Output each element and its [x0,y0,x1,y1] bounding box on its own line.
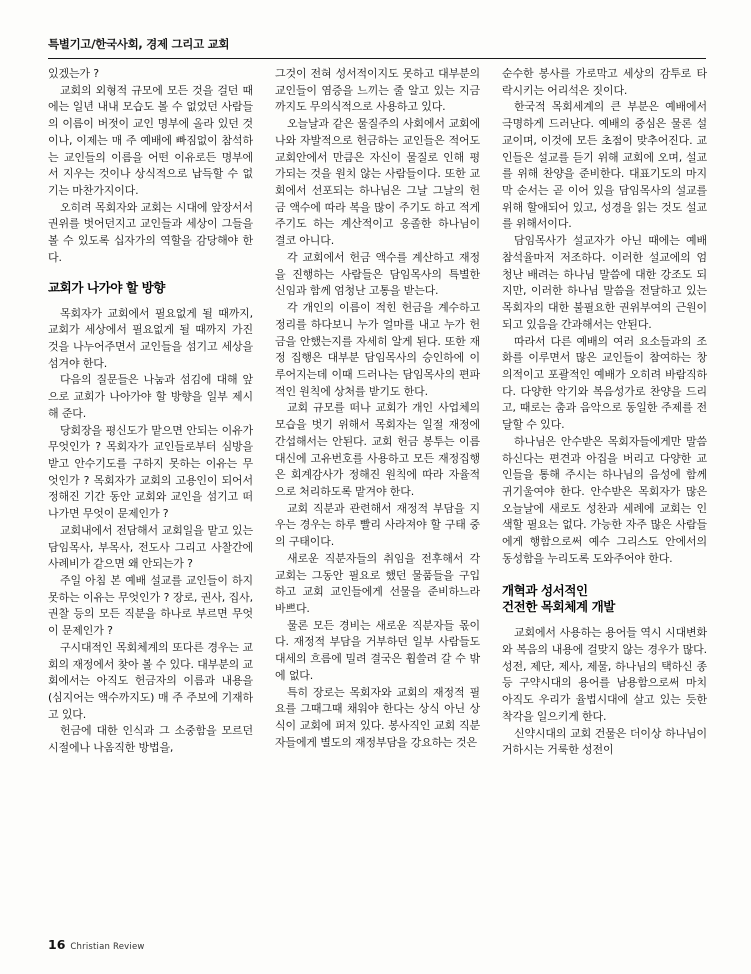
body-paragraph: 구시대적인 목회체계의 또다른 경우는 교회의 재정에서 찾아 볼 수 있다. 대부분의 교회에서는 아직도 헌금자의 이름과 내용을(심지어는 액수까지도) 매 주 주보에 기재하고 있다. [48,640,253,721]
body-paragraph: 교회의 외형적 규모에 모든 것을 걸던 때에는 일년 내내 모습도 볼 수 없었던 사람들의 이름이 버젓이 교인 명부에 올라 있던 것이나, 이제는 매 주 예배에 빠짐없이 참석하는 교인들의 이름을 어떤 이유로든 명부에서 지우는 것이나 상식적으로 납득할 수 없기는 마찬가지이다. [48,83,253,198]
body-paragraph: 오늘날과 같은 물질주의 사회에서 교회에 나와 자발적으로 헌금하는 교인들은 적어도 교회안에서 만큼은 자신이 물질로 인해 평가되는 것을 원치 않는 사람들이다. 또한 교회에서 선포되는 하나님은 그날 그날의 헌금 액수에 따라 복을 많이 주기도 하고 적게 주기도 하는 계산적이고 옹졸한 하나님이 결코 아니다. [275,117,480,248]
body-paragraph: 물론 모든 경비는 새로운 직분자들 몫이다. 재정적 부담을 거부하던 일부 사람들도 대세의 흐름에 밀려 결국은 휩쓸려 갈 수 밖에 없다. [275,618,480,682]
text-column-1 [48,66,253,936]
body-paragraph: 당회장을 평신도가 맡으면 안되는 이유가 무엇인가 ? 목회자가 교인들로부터 심방을 받고 안수기도를 구하지 못하는 이유는 무엇인가 ? 목회자가 교회의 고용인이 되어서 정해진 기간 동안 교회와 교인을 섬기고 떠나가면 무엇이 문제인가 ? [48,423,253,521]
header-title: 특별기고/한국사회, 경제 그리고 교회 [48,37,230,51]
body-paragraph: 있겠는가 ? [48,67,99,80]
header-divider [48,58,706,59]
body-paragraph: 새로운 직분자들의 취임을 전후해서 각 교회는 그동안 필요로 했던 물품들을 구입하고 교회 교인들에게 선물을 준비하느라 바쁘다. [275,551,480,615]
text-column-2 [275,66,480,936]
body-paragraph: 순수한 봉사를 가로막고 세상의 감투로 타락시키는 어리석은 짓이다. [502,67,707,97]
body-paragraph: 그것이 전혀 성서적이지도 못하고 대부분의 교인들이 염증을 느끼는 줄 알고 있는 지금까지도 무의식적으로 사용하고 있다. [275,67,480,114]
article-columns [48,66,708,936]
text-column-3 [502,66,707,936]
body-paragraph: 각 교회에서 헌금 액수를 계산하고 재정을 진행하는 사람들은 담임목사의 특별한 신임과 함께 엄청난 고통을 받는다. [275,250,480,298]
page-footer [48,937,145,952]
body-paragraph: 다음의 질문들은 나눔과 섬김에 대해 앞으로 교회가 나아가야 할 방향을 일부 제시해 준다. [48,373,253,420]
body-paragraph: 교회내에서 전담해서 교회일을 맡고 있는 담임목사, 부목사, 전도사 그리고 사찰간에 사례비가 같으면 왜 안되는가 ? [48,523,253,571]
body-paragraph: 신약시대의 교회 건물은 더이상 하나님이 거하시는 거룩한 성전이 [502,726,707,757]
body-paragraph: 특히 장로는 목회자와 교회의 재정적 필요를 그때그때 채워야 한다는 상식 아닌 상식이 교회에 퍼져 있다. 봉사직인 교회 직분자들에게 별도의 재정부담을 강요하는 것은 [275,685,480,749]
body-paragraph: 교회 규모를 떠나 교회가 개인 사업체의 모습을 벗기 위해서 목회자는 일절 재정에 간섭해서는 안된다. 교회 헌금 봉투는 이름 대신에 고유번호를 사용하고 모든 재정집행은 회계감사가 정해진 원칙에 따라 자율적으로 처리하도록 맡겨야 한다. [275,401,480,498]
body-paragraph: 목회자가 교회에서 필요없게 될 때까지, 교회가 세상에서 필요없게 될 때까지 가진 것을 나누어주면서 교인들을 섬기고 세상을 섬겨야 한다. [48,306,253,370]
body-paragraph: 하나님은 안수받은 목회자들에게만 말씀하신다는 편견과 아집을 버리고 다양한 교인들을 통해 주시는 하나님의 음성에 함께 귀기울여야 한다. 안수받은 목회자가 많은 오늘날에 새로도 성찬과 세례에 교회는 인색할 필요는 없다. 가능한 자주 많은 사람들에게 행함으로써 예수 그리스도 안에서의 동성함을 누리도록 도와주어야 한다. [502,434,707,565]
section-subheading: 교회가 나가야 할 방향 [48,279,165,295]
publication-name: Christian Review [70,942,145,952]
body-paragraph: 담임목사가 설교자가 아닌 때에는 예배 참석율마저 저조하다. 이러한 설교에의 엄청난 배려는 하나님 말씀에 대한 강조도 되지만, 이러한 하나님 말씀을 전달하고 있는 목회자의 대한 불필요한 권위부여의 근원이 되고 있음을 간과해서는 안된다. [502,234,707,331]
body-paragraph: 교회 직분과 관련해서 재정적 부담을 지우는 경우는 하루 빨리 사라져야 할 구태 중의 구태이다. [275,501,480,549]
page-number: 16 [48,937,66,952]
body-paragraph: 각 개인의 이름이 적힌 헌금을 계수하고 정리를 하다보니 누가 얼마를 내고 누가 헌금을 안했는지를 자세히 알게 된다. 또한 재정 집행은 대부분 담임목사의 승인하에 이루어지는데 이때 드러나는 담임목사의 편파적인 원칙에 상처를 받기도 한다. [275,301,480,398]
body-paragraph: 헌금에 대한 인식과 그 소중함을 모르던 시절에나 나옴직한 방법을, [48,724,253,755]
body-paragraph: 따라서 다른 예배의 여러 요소들과의 조화를 이루면서 많은 교인들이 참여하는 창의적이고 포괄적인 예배가 오히려 바람직하다. 다양한 악기와 복음성가로 찬양을 드리고, 때로는 춤과 음악으로 동일한 주제를 전달할 수 있다. [502,334,707,432]
body-paragraph: 한국적 목회세계의 큰 부분은 예배에서 극명하게 드러난다. 예배의 중심은 물론 설교이며, 이것에 모든 초점이 맞추어진다. 교인들은 설교를 듣기 위해 교회에 오며, 설교를 위해 찬양을 준비한다. 대표기도의 마지막 순서는 곧 이어 있을 담임목사의 설교를 위해 할애되어 있고, 성경을 읽는 것도 설교를 위해서이다. [502,100,707,231]
section-subheading: 개혁과 성서적인 건전한 목회체계 개발 [502,582,615,615]
body-paragraph: 오히려 목회자와 교회는 시대에 앞장서서 권위를 벗어던지고 교인들과 세상이 그들을 볼 수 있도록 십자가의 역할을 감당해야 한다. [48,200,253,264]
body-paragraph: 교회에서 사용하는 용어들 역시 시대변화와 복음의 내용에 걸맞지 않는 경우가 많다. 성전, 제단, 제사, 제물, 하나님의 택하신 종 등 구약시대의 용어를 남용함으로써 마치 아직도 우리가 율법시대에 살고 있는 듯한 착각을 일으키게 한다. [502,626,707,723]
page-header [48,36,708,59]
body-paragraph: 주일 아침 본 예배 설교를 교인들이 하지 못하는 이유는 무엇인가 ? 장로, 권사, 집사, 권찰 등의 모든 직분을 하나로 부르면 무엇이 문제인가 ? [48,574,253,638]
